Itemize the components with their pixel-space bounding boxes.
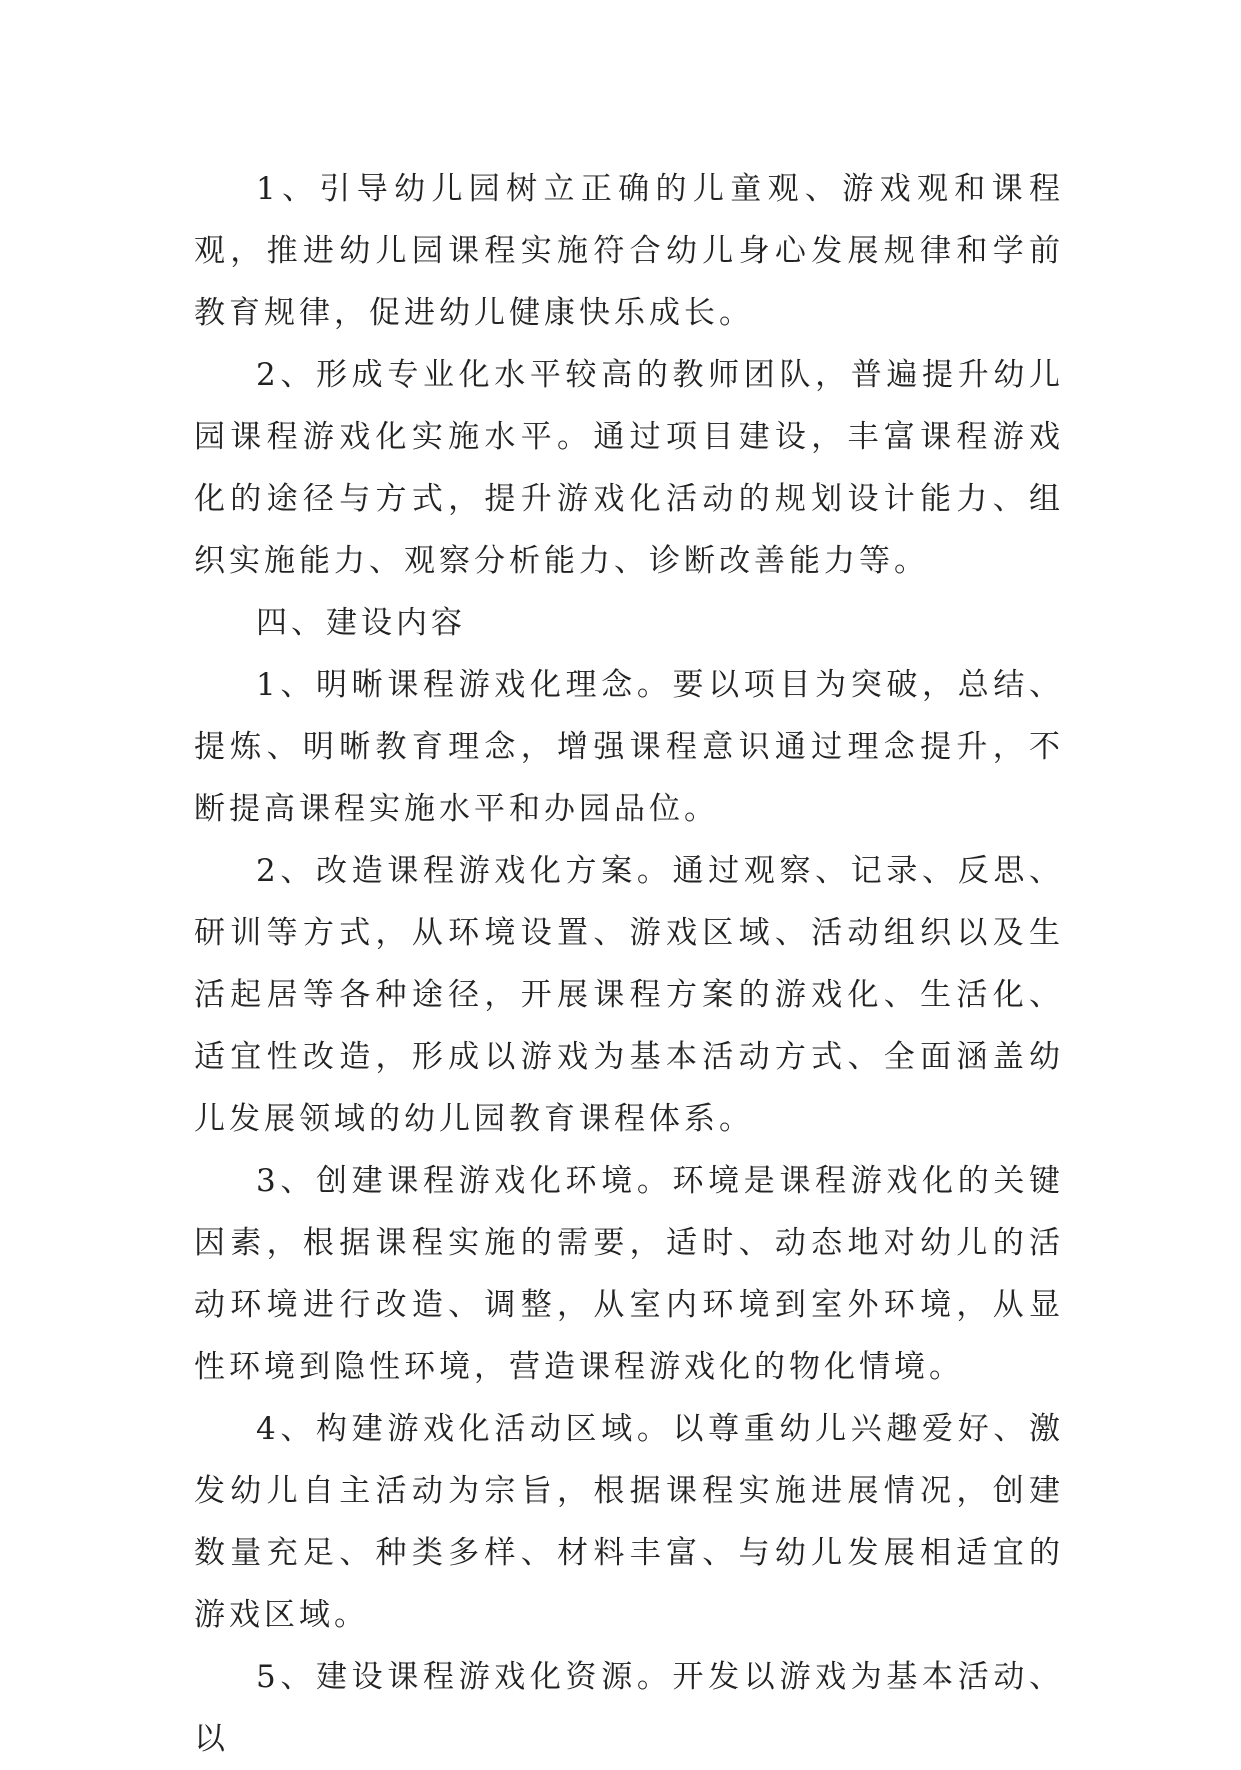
paragraph-content-1: 1、明晰课程游戏化理念。要以项目为突破，总结、提炼、明晰教育理念，增强课程意识通过理念提升，不断提高课程实施水平和办园品位。	[194, 667, 1064, 827]
paragraph-content-4: 4、构建游戏化活动区域。以尊重幼儿兴趣爱好、激发幼儿自主活动为宗旨，根据课程实施进展情况，创建数量充足、种类多样、材料丰富、与幼儿发展相适宜的游戏区域。	[194, 1411, 1064, 1633]
paragraph-goal-1: 1、引导幼儿园树立正确的儿童观、游戏观和课程观，推进幼儿园课程实施符合幼儿身心发展规律和学前教育规律，促进幼儿健康快乐成长。	[194, 171, 1064, 331]
section-heading-construction-content: 四、建设内容	[256, 605, 466, 641]
paragraph-content-2: 2、改造课程游戏化方案。通过观察、记录、反思、研训等方式，从环境设置、游戏区域、活动组织以及生活起居等各种途径，开展课程方案的游戏化、生活化、适宜性改造，形成以游戏为基本活动方式、全面涵盖幼儿发展领域的幼儿园教育课程体系。	[194, 853, 1064, 1137]
document-body	[194, 158, 1064, 1770]
paragraph-goal-2: 2、形成专业化水平较高的教师团队，普遍提升幼儿园课程游戏化实施水平。通过项目建设，丰富课程游戏化的途径与方式，提升游戏化活动的规划设计能力、组织实施能力、观察分析能力、诊断改善能力等。	[194, 357, 1064, 579]
paragraph-content-5: 5、建设课程游戏化资源。开发以游戏为基本活动、以	[194, 1659, 1064, 1757]
paragraph-content-3: 3、创建课程游戏化环境。环境是课程游戏化的关键因素，根据课程实施的需要，适时、动态地对幼儿的活动环境进行改造、调整，从室内环境到室外环境，从显性环境到隐性环境，营造课程游戏化的物化情境。	[194, 1163, 1064, 1385]
